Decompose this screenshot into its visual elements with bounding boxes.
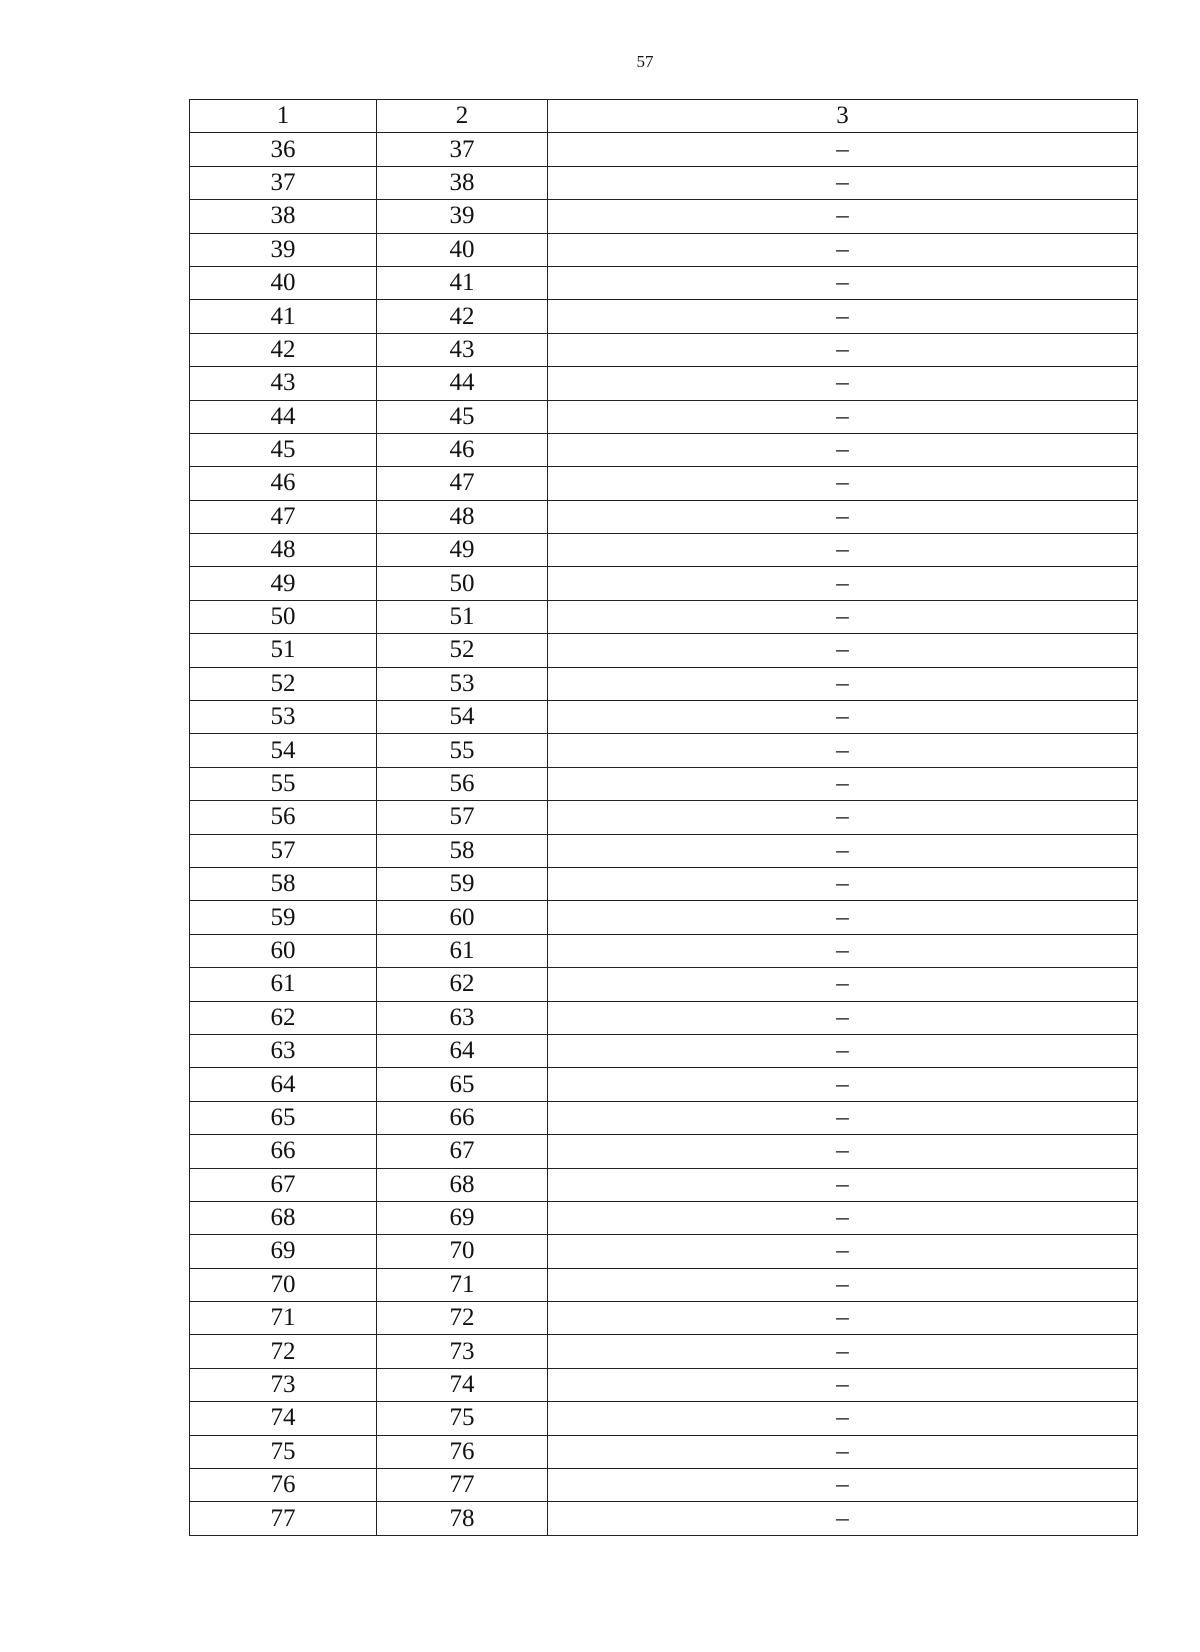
table-row <box>190 1201 1138 1234</box>
table-cell: – <box>548 200 1138 233</box>
table-cell: – <box>548 634 1138 667</box>
table-cell: – <box>548 266 1138 299</box>
table-row <box>190 1034 1138 1067</box>
table-cell: 61 <box>377 934 548 967</box>
table-row <box>190 1168 1138 1201</box>
table-cell: 59 <box>190 901 377 934</box>
table-cell: – <box>548 1068 1138 1101</box>
table-cell: 73 <box>190 1368 377 1401</box>
table-cell: – <box>548 667 1138 700</box>
table-cell: 72 <box>190 1335 377 1368</box>
table-row <box>190 200 1138 233</box>
table-cell: 51 <box>190 634 377 667</box>
table-cell: – <box>548 1368 1138 1401</box>
table-cell: 75 <box>377 1402 548 1435</box>
table-cell: 70 <box>377 1235 548 1268</box>
table-cell: 45 <box>377 400 548 433</box>
table-cell: 76 <box>377 1435 548 1468</box>
table-cell: 56 <box>377 767 548 800</box>
table-cell: – <box>548 1101 1138 1134</box>
table-row <box>190 266 1138 299</box>
table-cell: – <box>548 1335 1138 1368</box>
column-header: 3 <box>548 100 1138 133</box>
table-row <box>190 1068 1138 1101</box>
table-cell: 70 <box>190 1268 377 1301</box>
table-cell: – <box>548 567 1138 600</box>
table-row <box>190 901 1138 934</box>
table-cell: 63 <box>190 1034 377 1067</box>
table-cell: 67 <box>190 1168 377 1201</box>
table-cell: 61 <box>190 968 377 1001</box>
table-cell: 44 <box>190 400 377 433</box>
table-cell: 60 <box>190 934 377 967</box>
table-row <box>190 867 1138 900</box>
table-row <box>190 400 1138 433</box>
table-cell: – <box>548 1502 1138 1535</box>
table-cell: – <box>548 734 1138 767</box>
table-row <box>190 600 1138 633</box>
table-cell: 46 <box>190 467 377 500</box>
table-cell: 58 <box>190 867 377 900</box>
table-row <box>190 968 1138 1001</box>
table-cell: – <box>548 1168 1138 1201</box>
table-cell: 45 <box>190 433 377 466</box>
table-row <box>190 834 1138 867</box>
table-cell: 65 <box>190 1101 377 1134</box>
table-cell: 50 <box>377 567 548 600</box>
table-cell: 38 <box>377 166 548 199</box>
table-cell: – <box>548 166 1138 199</box>
table-row <box>190 300 1138 333</box>
table-cell: – <box>548 333 1138 366</box>
table-cell: 71 <box>190 1302 377 1335</box>
table-cell: 44 <box>377 367 548 400</box>
table-cell: – <box>548 600 1138 633</box>
table-cell: 36 <box>190 133 377 166</box>
table-cell: 69 <box>377 1201 548 1234</box>
table-row <box>190 1101 1138 1134</box>
table-cell: – <box>548 133 1138 166</box>
table-cell: – <box>548 467 1138 500</box>
table-cell: – <box>548 233 1138 266</box>
table-row <box>190 1302 1138 1335</box>
table-cell: 37 <box>190 166 377 199</box>
table-cell: 54 <box>377 701 548 734</box>
table-cell: – <box>548 767 1138 800</box>
table-row <box>190 1335 1138 1368</box>
page-number: 57 <box>636 52 654 71</box>
table-cell: 37 <box>377 133 548 166</box>
table-row <box>190 767 1138 800</box>
table-cell: 43 <box>190 367 377 400</box>
table-cell: 66 <box>377 1101 548 1134</box>
table-cell: – <box>548 968 1138 1001</box>
table-row <box>190 433 1138 466</box>
table-row <box>190 1402 1138 1435</box>
table-row <box>190 1268 1138 1301</box>
table-row <box>190 166 1138 199</box>
table-row <box>190 634 1138 667</box>
table-cell: 40 <box>377 233 548 266</box>
table-cell: – <box>548 1302 1138 1335</box>
table-cell: 39 <box>190 233 377 266</box>
table-cell: 57 <box>190 834 377 867</box>
table-cell: 71 <box>377 1268 548 1301</box>
table-cell: – <box>548 701 1138 734</box>
table-cell: – <box>548 901 1138 934</box>
table-cell: 64 <box>377 1034 548 1067</box>
table-row <box>190 1435 1138 1468</box>
table-cell: 47 <box>377 467 548 500</box>
table-cell: 41 <box>377 266 548 299</box>
table-cell: – <box>548 500 1138 533</box>
table-cell: 76 <box>190 1469 377 1502</box>
table-cell: – <box>548 1402 1138 1435</box>
table-cell: 78 <box>377 1502 548 1535</box>
table-cell: 42 <box>377 300 548 333</box>
table-cell: 62 <box>190 1001 377 1034</box>
table-row <box>190 934 1138 967</box>
table-row <box>190 500 1138 533</box>
table-cell: – <box>548 1235 1138 1268</box>
table-cell: 41 <box>190 300 377 333</box>
table-cell: 63 <box>377 1001 548 1034</box>
table-cell: 62 <box>377 968 548 1001</box>
table-header-row <box>190 100 1138 133</box>
table-row <box>190 467 1138 500</box>
table-cell: 74 <box>190 1402 377 1435</box>
table-cell: 67 <box>377 1135 548 1168</box>
table-cell: – <box>548 400 1138 433</box>
table-cell: 59 <box>377 867 548 900</box>
table-cell: 66 <box>190 1135 377 1168</box>
table-cell: 58 <box>377 834 548 867</box>
data-table <box>189 99 1138 1536</box>
table-cell: 73 <box>377 1335 548 1368</box>
table-row <box>190 1469 1138 1502</box>
table-cell: 60 <box>377 901 548 934</box>
table-cell: 68 <box>377 1168 548 1201</box>
table-row <box>190 1368 1138 1401</box>
table-row <box>190 734 1138 767</box>
table-cell: 53 <box>190 701 377 734</box>
table-row <box>190 367 1138 400</box>
table-cell: 75 <box>190 1435 377 1468</box>
table-row <box>190 1502 1138 1535</box>
table-row <box>190 667 1138 700</box>
table-cell: 52 <box>190 667 377 700</box>
table-row <box>190 333 1138 366</box>
table-cell: – <box>548 1435 1138 1468</box>
table-row <box>190 1135 1138 1168</box>
table-cell: – <box>548 300 1138 333</box>
table-cell: 77 <box>377 1469 548 1502</box>
table-body <box>190 133 1138 1535</box>
column-header: 1 <box>190 100 377 133</box>
table-cell: 46 <box>377 433 548 466</box>
table-cell: – <box>548 534 1138 567</box>
table-cell: – <box>548 867 1138 900</box>
table-cell: 64 <box>190 1068 377 1101</box>
table-row <box>190 233 1138 266</box>
table-cell: 48 <box>377 500 548 533</box>
table-row <box>190 701 1138 734</box>
table-cell: 72 <box>377 1302 548 1335</box>
table-row <box>190 534 1138 567</box>
table-cell: – <box>548 834 1138 867</box>
table-cell: – <box>548 433 1138 466</box>
table-row <box>190 1001 1138 1034</box>
table-cell: 42 <box>190 333 377 366</box>
table-cell: – <box>548 1001 1138 1034</box>
table-cell: 55 <box>377 734 548 767</box>
table-cell: 53 <box>377 667 548 700</box>
table-cell: 65 <box>377 1068 548 1101</box>
table-cell: – <box>548 1135 1138 1168</box>
table-cell: 52 <box>377 634 548 667</box>
table-cell: 50 <box>190 600 377 633</box>
table-cell: 74 <box>377 1368 548 1401</box>
table-cell: – <box>548 1469 1138 1502</box>
column-header: 2 <box>377 100 548 133</box>
table-cell: – <box>548 1268 1138 1301</box>
table-cell: – <box>548 367 1138 400</box>
table-cell: 48 <box>190 534 377 567</box>
table-cell: 43 <box>377 333 548 366</box>
table-cell: 57 <box>377 801 548 834</box>
table-cell: 40 <box>190 266 377 299</box>
table-cell: 51 <box>377 600 548 633</box>
table-cell: – <box>548 934 1138 967</box>
table-cell: 49 <box>377 534 548 567</box>
table-cell: 47 <box>190 500 377 533</box>
table-cell: 39 <box>377 200 548 233</box>
table-row <box>190 567 1138 600</box>
table-cell: 68 <box>190 1201 377 1234</box>
table-cell: 54 <box>190 734 377 767</box>
table-cell: 38 <box>190 200 377 233</box>
table-header <box>190 100 1138 133</box>
table-cell: – <box>548 801 1138 834</box>
table-cell: 56 <box>190 801 377 834</box>
table-cell: – <box>548 1034 1138 1067</box>
table-cell: 77 <box>190 1502 377 1535</box>
table-row <box>190 133 1138 166</box>
table-cell: 55 <box>190 767 377 800</box>
table-cell: – <box>548 1201 1138 1234</box>
table-cell: 49 <box>190 567 377 600</box>
table-cell: 69 <box>190 1235 377 1268</box>
table-row <box>190 1235 1138 1268</box>
table-row <box>190 801 1138 834</box>
